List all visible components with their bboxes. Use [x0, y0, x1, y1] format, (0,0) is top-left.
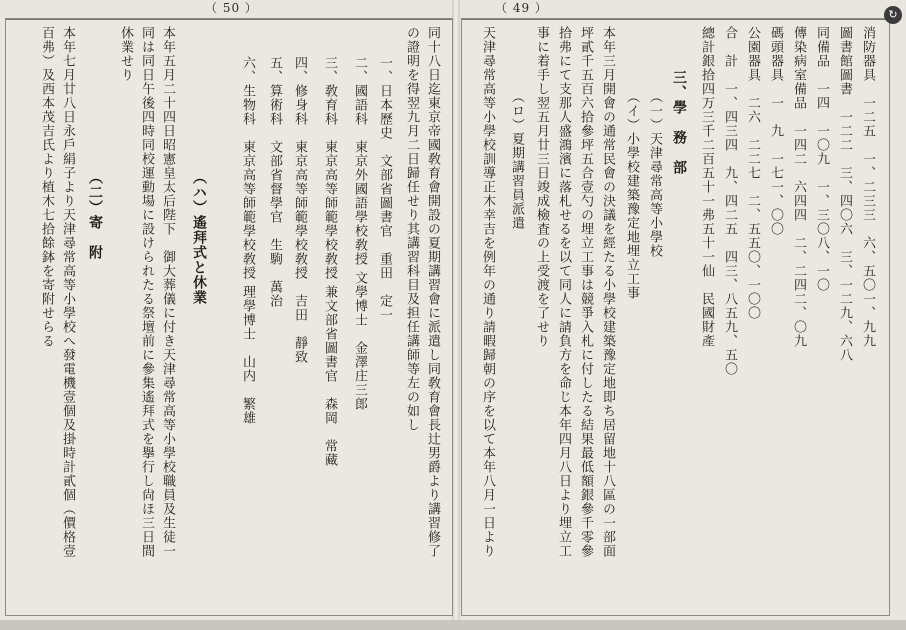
right-table-total: 合 計 一、四三四 九、四二五 四三、八五九、五〇 — [722, 26, 737, 376]
right-section-heading-gakumu: 三、學 務 部 — [671, 70, 687, 175]
right-table-row-5: 公園器具 二六 二二七 二、五五〇、一〇〇 — [745, 26, 760, 320]
rotate-icon[interactable]: ↻ — [884, 6, 902, 24]
right-subheading-ro: （ロ）夏期講習員派遣 — [509, 90, 524, 230]
left-col-4: 三、敎育科 東京高等師範學校敎授 兼文部省圖書官 森岡 常藏 — [322, 56, 337, 468]
right-table-row-3: 傳染病室備品 一四二 六四四 二、二四二、〇九 — [791, 26, 806, 348]
right-grand-total: 總計銀拾四万三千二百五十一弗五十一仙 民國財產 — [699, 26, 714, 348]
right-col-16: 天津尋常高等小學校訓導正木幸吉を例年の通り請暇歸朝の序を以て本年八月一日より — [480, 26, 495, 558]
left-col-1: の證明を得翌九月二日歸任せり其講習科目及担任講師等左の如し — [404, 26, 419, 432]
left-col-11: 休業せり — [118, 26, 133, 82]
left-section-heading-ni: （二）寄 附 — [87, 170, 103, 260]
right-table-row-2: 同備品 一四 一〇九 一、三〇八、一〇 — [814, 26, 829, 292]
right-table-row-0: 消防器具 一二五 一、二三三 六、五〇一、九九 — [860, 26, 875, 348]
right-col-14: 事に着手し翌五月廿三日竣成檢査の上受渡を了せり — [534, 26, 549, 348]
right-table-row-1: 圖書館圖書 一二二 三、四〇六 三、一二九、六八 — [837, 26, 852, 362]
left-col-10: 同は同日午後四時同校運動場に設けられたる祭壇前に參集遙拜式を擧行し尙ほ三日間 — [139, 26, 154, 558]
left-col-6: 五、算術科 文部省督學官 生駒 萬治 — [267, 56, 282, 308]
left-col-5: 四、修身科 東京高等師範學校敎授 吉田 靜致 — [292, 56, 307, 364]
right-col-11: 本年三月開會の通常民會の決議を經たる小學校建築豫定地即ち居留地十八區の一部面 — [600, 26, 615, 558]
right-page-number: （ 49 ） — [495, 1, 548, 15]
left-col-3: 二、國語科 東京外國語學校敎授 文學博士 金澤庄三郎 — [352, 56, 367, 412]
left-col-9: 本年五月二十四日昭憲皇太后陛下 御大葬儀に付き天津尋常高等小學校職員及生徒一 — [160, 26, 175, 558]
right-col-12: 坪貳千五百六拾參坪五合壹勺の埋立工事は競爭入札に付したる結果最低額銀參千零參 — [578, 26, 593, 558]
right-subheading-i: （イ）小學校建築豫定地埋立工事 — [624, 90, 639, 300]
left-col-2: 一、日本歷史 文部省圖書官 重田 定一 — [377, 56, 392, 322]
left-col-14: 百弗）及西本茂吉氏より植木七拾餘鉢を寄附せらる — [39, 26, 54, 348]
left-col-13: 本年七月廿八日永戶絹子より天津尋常高等小學校へ發電機壹個及掛時計貳個（價格壹 — [60, 26, 75, 558]
left-col-7: 六、生物科 東京高等師範學校敎授 理學博士 山内 繁雄 — [240, 56, 255, 426]
scan-bottom-edge — [0, 620, 906, 630]
left-section-heading-ha: （ハ）遙拜式と休業 — [191, 170, 207, 305]
right-top-rule — [462, 19, 889, 20]
right-subheading-school: （一）天津尋常高等小學校 — [647, 90, 662, 258]
left-top-rule — [6, 19, 452, 20]
left-col-0: 同十八日迄東京帝國敎育會開設の夏期講習會に派遣し同敎育會長辻男爵より講習修了 — [425, 26, 440, 558]
right-table-row-4: 碼頭器具 一 九 一七一、〇〇 — [768, 26, 783, 236]
left-page-number: （ 50 ） — [205, 1, 258, 15]
right-col-13: 拾弗にて支那人盛鴻濱に落札せるを以て同人に請負方を命じ本年四月八日より埋立工 — [556, 26, 571, 558]
book-gutter — [452, 0, 460, 630]
